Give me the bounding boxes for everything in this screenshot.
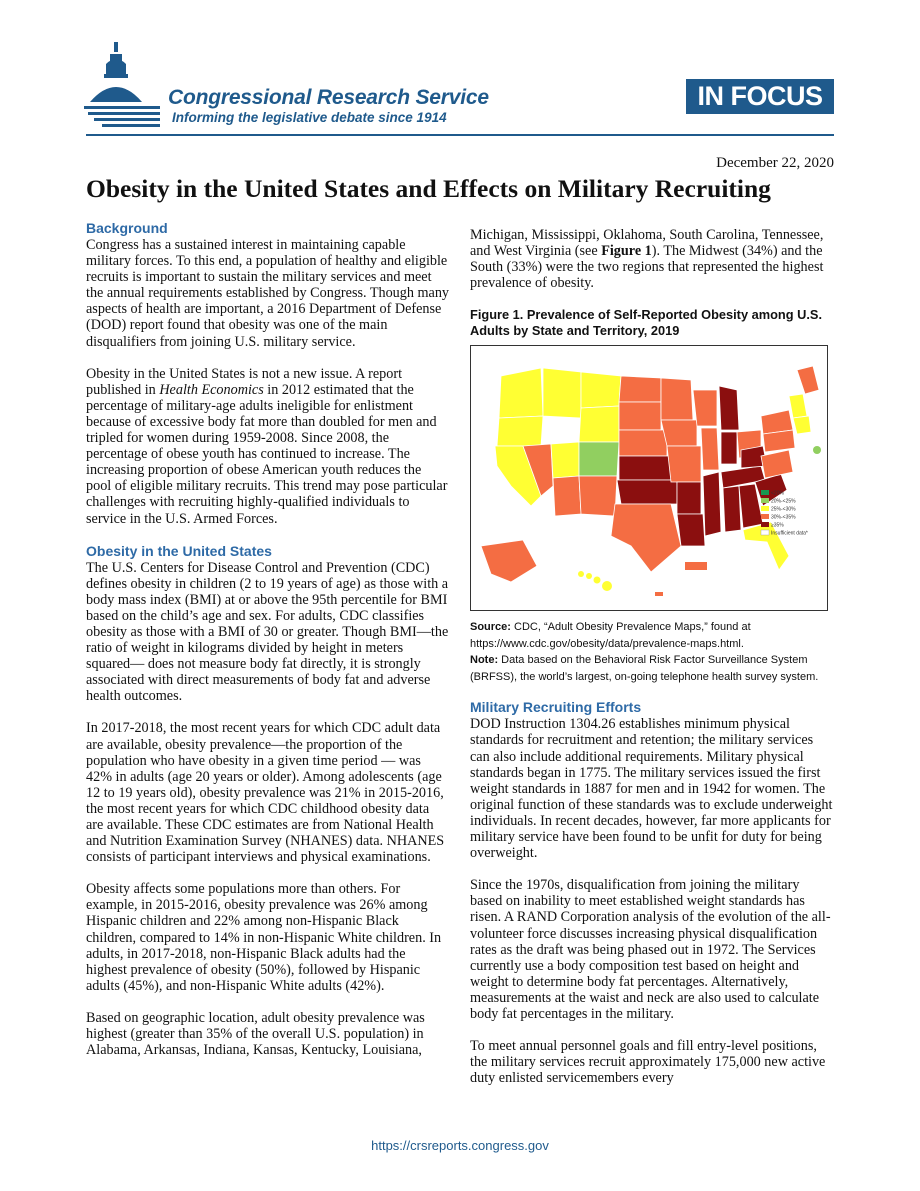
- legend-label: Insufficient data*: [771, 530, 808, 537]
- hawaii-region: [578, 571, 612, 591]
- paragraph: To meet annual personnel goals and fill entry-level positions, the military services recruit approximately 175,000 new active duty enlisted servicemembers every: [470, 1038, 826, 1087]
- state-region: [661, 378, 693, 420]
- state-region: [793, 416, 811, 434]
- org-tagline: Informing the legislative debate since 1914: [172, 110, 447, 125]
- footer-url[interactable]: https://crsreports.congress.gov: [371, 1138, 549, 1153]
- state-region: [619, 376, 661, 402]
- legend-label: 25%-<30%: [771, 506, 796, 513]
- state-region: [719, 386, 739, 430]
- legend-swatch: [761, 522, 769, 527]
- paragraph-text: in 2012 estimated that the percentage of military-age adults ineligible for enlistment because of excessive body fat more than doubled for men and tripled for women during 1959-2008. Since 2008, the percentage of obese youth has continued to increase. The increasing proportion of obese American youth reduces the pool of eligible military recruits. This trend may pose particular challenges with recruiting highly-qualified individuals to service in the U.S. Armed Forces.: [86, 381, 448, 527]
- page-title: Obesity in the United States and Effects on Military Recruiting: [86, 174, 771, 203]
- state-region: [721, 432, 737, 464]
- obesity-prevalence-map: [470, 345, 828, 611]
- legend-label: 20%-<25%: [771, 498, 796, 505]
- state-region: [553, 476, 581, 516]
- state-region: [619, 456, 671, 480]
- state-region: [579, 442, 619, 476]
- legend-swatch: [761, 490, 769, 495]
- paragraph: Congress has a sustained interest in maintaining capable military forces. To this end, a population of healthy and eligible recruits is important to sustain the military services and meet the annual requirements established by Congress. Though many aspects of health are important, a 2016 Department of Defense (DOD) report found that obesity was one of the main disqualifiers from joining U.S. military service.: [86, 237, 450, 350]
- section-heading-background: Background: [86, 220, 168, 236]
- figure-reference: Figure 1: [601, 243, 652, 260]
- puerto-rico-region: [685, 562, 707, 570]
- state-region: [693, 390, 717, 426]
- alaska-region: [481, 540, 537, 582]
- state-region: [619, 402, 661, 430]
- legend-swatch: [761, 498, 769, 503]
- legend-swatch: [761, 514, 769, 519]
- capitol-dome-logo-icon: [84, 40, 168, 130]
- paragraph: [470, 227, 834, 291]
- source-label: Source:: [470, 621, 511, 634]
- header-rule: [86, 134, 834, 136]
- paragraph: The U.S. Centers for Disease Control and Prevention (CDC) defines obesity in children (2 to 19 years of age) as those with a body mass index (BMI) at or above the 95th percentile for BMI based on the child’s age and sex. For adults, CDC classifies obesity as those with a BMI of 30 or greater. Though BMI—the ratio of weight in kilograms divided by height in meters squared— does not measure body fat directly, it is strongly associated with direct measurements of body fat and adverse health outcomes.: [86, 559, 449, 705]
- state-region: [579, 406, 619, 442]
- state-region: [667, 446, 701, 482]
- state-region: [789, 394, 807, 418]
- paragraph: Obesity affects some populations more than others. For example, in 2015-2016, obesity prevalence was 26% among Hispanic children and 22% among non-Hispanic Black children, compared to 14% in non-Hispanic White children. In adults, in 2017-2018, non-Hispanic Black adults had the highest prevalence of obesity (50%), followed by Hispanic adults (45%), and non-Hispanic White adults (42%).: [86, 881, 442, 994]
- state-region: [579, 476, 617, 516]
- note-label: Note:: [470, 654, 499, 667]
- state-region: [703, 472, 721, 536]
- state-region: [551, 442, 579, 478]
- state-region: [723, 486, 741, 532]
- left-column: [86, 220, 450, 1058]
- state-region: [543, 368, 581, 418]
- state-region: [611, 504, 681, 572]
- state-region: [661, 420, 697, 446]
- legend-label: <20%: [771, 490, 784, 497]
- paragraph: Since the 1970s, disqualification from joining the military based on inability to meet established weight standards has risen. A RAND Corporation analysis of the evolution of the all-volunteer force discusses increasing physical disqualification rates as the draft was being phased out in 1972. The Services currently use a body composition test based on height and weight to determine body fat percentages. Alternatively, measurements at the waist and neck are also used to calculate body fat percentages in the military.: [470, 877, 831, 1022]
- state-region: [497, 416, 543, 446]
- org-name: Congressional Research Service: [168, 86, 489, 109]
- state-region: [763, 430, 795, 452]
- in-focus-badge: IN FOCUS: [686, 79, 834, 114]
- report-date: December 22, 2020: [716, 155, 834, 171]
- source-text: CDC, “Adult Obesity Prevalence Maps,” found at https://www.cdc.gov/obesity/data/prevalence-maps.html.: [470, 621, 751, 650]
- paragraph: In 2017-2018, the most recent years for which CDC adult data are available, obesity prevalence—the proportion of the population who have obesity in a given time period — was 42% in adults (age 20 years or older). Among adolescents (age 12 to 19 years old), obesity prevalence was 21% in 2015-2016, the most recent years for which CDC childhood obesity data are available. These CDC estimates are from National Health and Nutrition Examination Survey (NHANES) data. NHANES consists of participant interviews and physical examinations.: [86, 720, 445, 866]
- paragraph: DOD Instruction 1304.26 establishes minimum physical standards for recruitment and retention; the military services can also include additional requirements. Military physical standards began in 1775. The military services issued the first weight standards in 1887 for men and in 1942 for women. The original function of these standards was to exclude underweight individuals. In recent decades, however, far more applicants for military service have been found to be unfit for duty for being overweight.: [470, 716, 833, 862]
- state-region: [677, 482, 701, 514]
- state-region: [743, 522, 789, 570]
- figure-caption: Figure 1. Prevalence of Self-Reported Obesity among U.S. Adults by State and Territory, 2019: [470, 307, 823, 339]
- state-region: [499, 368, 543, 418]
- paragraph: Based on geographic location, adult obesity prevalence was highest (greater than 35% of the overall U.S. population) in Alabama, Arkansas, Indiana, Kansas, Kentucky, Louisiana,: [86, 1009, 425, 1059]
- state-region: [677, 514, 705, 546]
- journal-name: Health Economics: [159, 381, 264, 398]
- legend-label: 30%-<35%: [771, 514, 796, 521]
- paragraph-text: Obesity in the United States is not a new issue. A report published in: [86, 365, 403, 398]
- note-text: Data based on the Behavioral Risk Factor Surveillance System (BRFSS), the world’s largest, on-going telephone health survey system.: [470, 654, 819, 683]
- section-heading-military: Military Recruiting Efforts: [470, 699, 642, 716]
- state-region: [617, 480, 677, 504]
- state-region: [581, 372, 621, 408]
- territory-region: [655, 592, 663, 596]
- paragraph-text: ). The Midwest (34%) and the South (33%) were the two regions that represented the highest prevalence of obesity.: [470, 243, 824, 292]
- state-region: [797, 366, 819, 394]
- state-region: [619, 430, 667, 456]
- dc-marker: [813, 446, 821, 454]
- paragraph-text: Michigan, Mississippi, Oklahoma, South Carolina, Tennessee, and West Virginia (see: [470, 227, 824, 260]
- paragraph: [86, 366, 450, 527]
- us-map-graphic: [471, 346, 827, 610]
- legend-label: ≥35%: [771, 522, 784, 529]
- right-column: [470, 227, 834, 1086]
- state-region: [701, 428, 719, 470]
- section-heading-obesity-us: Obesity in the United States: [86, 542, 272, 559]
- state-region: [761, 450, 793, 478]
- legend-swatch: [761, 506, 769, 511]
- figure-source-note: [470, 619, 834, 685]
- legend-swatch: [761, 530, 769, 535]
